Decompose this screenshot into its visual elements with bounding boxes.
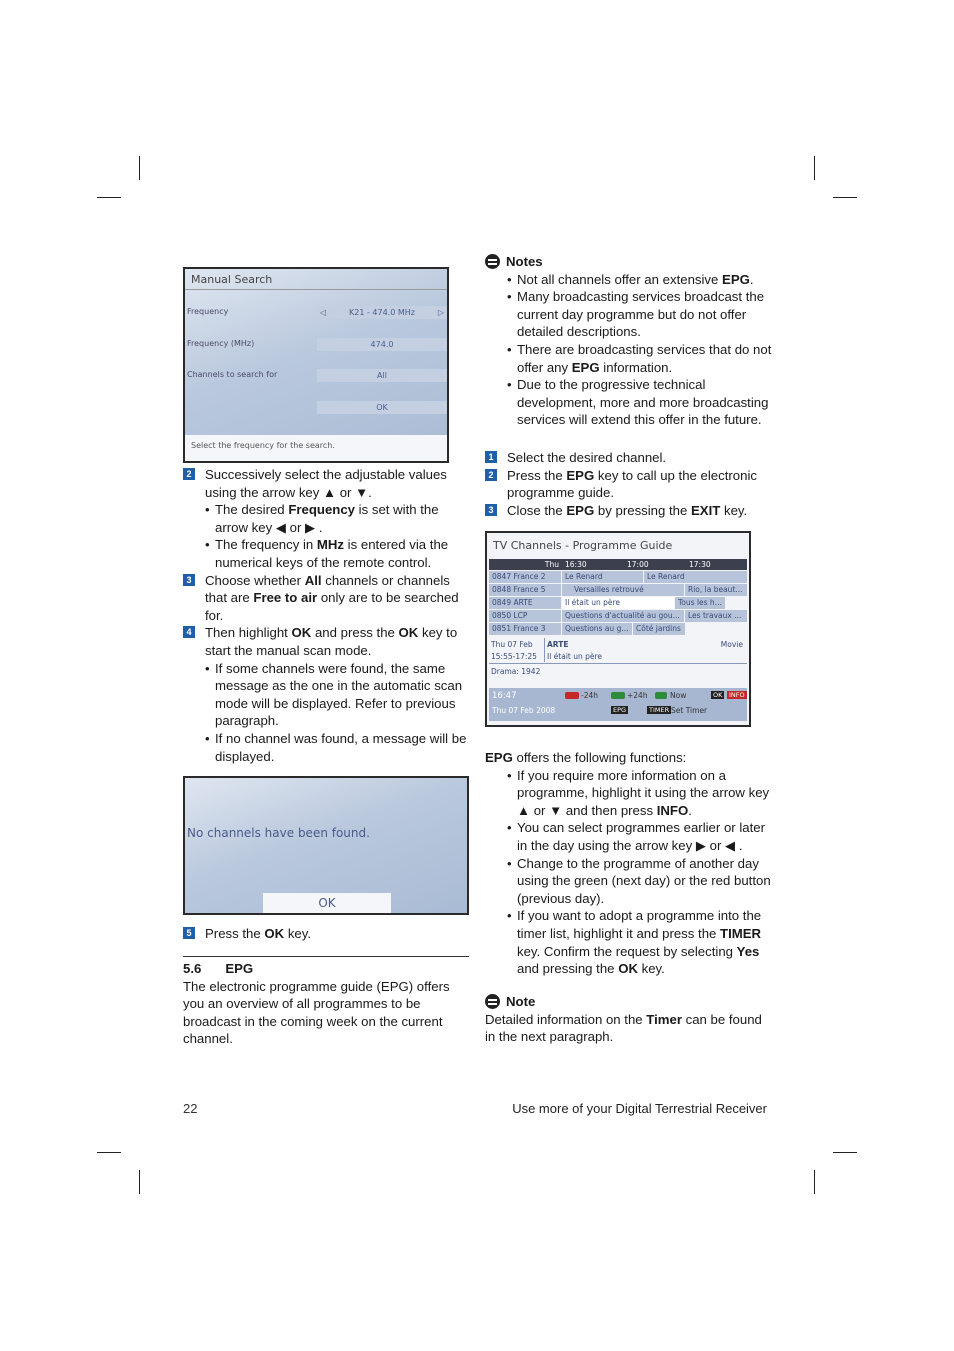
epg-screen bbox=[485, 531, 751, 727]
info-title: Il était un père bbox=[547, 652, 603, 661]
programme-cell: Rio, la beaut... bbox=[685, 584, 747, 596]
bullet: • Many broadcasting services broadcast the current day programme but do not offer detailed descriptions. bbox=[507, 288, 775, 341]
info-channel: ARTE bbox=[547, 640, 569, 649]
crop-mark bbox=[814, 1170, 815, 1194]
step-2: 2 Successively select the adjustable values using the arrow key ▲ or ▼. bbox=[183, 466, 473, 501]
footer-title: Use more of your Digital Terrestrial Receiver bbox=[512, 1101, 767, 1116]
note-icon bbox=[485, 994, 500, 1009]
page-number: 22 bbox=[183, 1101, 198, 1116]
section-heading: 5.6 EPG bbox=[183, 961, 254, 976]
screen-title: Manual Search bbox=[191, 273, 273, 286]
programme-cell: Questions d'actualité au gou... bbox=[562, 610, 684, 622]
step-number: 4 bbox=[183, 626, 195, 638]
info-date: Thu 07 Feb bbox=[491, 640, 533, 649]
section-divider bbox=[183, 956, 469, 957]
step-number: 2 bbox=[183, 468, 195, 480]
bullet: • Change to the programme of another day using the green (next day) or the red button (previous day). bbox=[507, 855, 775, 908]
note-block bbox=[485, 993, 775, 1046]
epg-footer: 16:47 Thu 07 Feb 2008 -24h +24h Now OK INFO EPG TIMER Set Timer bbox=[489, 688, 747, 721]
notes-block bbox=[485, 253, 775, 429]
row-label: Frequency (MHz) bbox=[187, 339, 255, 348]
note-icon bbox=[485, 254, 500, 269]
crop-mark bbox=[97, 197, 121, 198]
manual-search-screen bbox=[183, 267, 449, 463]
screen-title: TV Channels - Programme Guide bbox=[493, 539, 673, 552]
right-arrow-icon: ▷ bbox=[437, 308, 444, 317]
programme-cell: Les travaux ... bbox=[685, 610, 747, 622]
time-header: 17:00 bbox=[624, 559, 686, 570]
frequency-field: ◁ K21 - 474.0 MHz ▷ bbox=[317, 306, 447, 319]
left-arrow-icon: ◁ bbox=[320, 308, 327, 317]
crop-mark bbox=[139, 1170, 140, 1194]
info-key-icon: INFO bbox=[729, 691, 745, 699]
day-header: Thu bbox=[489, 559, 562, 570]
left-steps bbox=[183, 466, 473, 765]
clock: 16:47 bbox=[492, 691, 517, 701]
channel-cell: 0847 France 2 bbox=[489, 571, 561, 583]
red-button-icon bbox=[565, 692, 579, 699]
row-label: Frequency bbox=[187, 307, 229, 316]
bullet: • The desired Frequency is set with the arrow key ◀ or ▶ . bbox=[205, 501, 473, 536]
channel-cell: 0849 ARTE bbox=[489, 597, 561, 609]
info-time: 15:55-17:25 bbox=[491, 652, 537, 661]
step-number: 2 bbox=[485, 469, 497, 481]
crop-mark bbox=[814, 156, 815, 180]
crop-mark bbox=[833, 197, 857, 198]
right-steps bbox=[485, 449, 775, 519]
programme-cell: Questions au g... bbox=[562, 623, 632, 635]
time-header: 16:30 bbox=[562, 559, 624, 570]
epg-key-icon: EPG bbox=[613, 706, 627, 714]
programme-cell-selected: Il était un père bbox=[562, 597, 674, 609]
step-2: 2 Press the EPG key to call up the electronic programme guide. bbox=[485, 467, 775, 502]
programme-cell: Tous les h... bbox=[675, 597, 725, 609]
section-epg bbox=[183, 960, 469, 1048]
now-icon bbox=[655, 692, 667, 699]
note-heading: Note bbox=[485, 993, 775, 1011]
no-channels-message: No channels have been found. bbox=[187, 826, 370, 840]
channel-cell: 0851 France 3 bbox=[489, 623, 561, 635]
time-header: 17:30 bbox=[686, 559, 747, 570]
info-genre: Movie bbox=[720, 640, 743, 649]
timer-key-icon: TIMER bbox=[649, 706, 670, 714]
step-3: 3 Choose whether All channels or channels that are Free to air only are to be searched for. bbox=[183, 572, 473, 625]
channel-cell: 0850 LCP bbox=[489, 610, 561, 622]
crop-mark bbox=[833, 1152, 857, 1153]
bullet: • If you want to adopt a programme into the timer list, highlight it and press the TIMER key. Confirm the request by selecting Yes and pressing the OK key. bbox=[507, 907, 775, 977]
info-desc: Drama: 1942 bbox=[491, 667, 541, 676]
hint-text: Select the frequency for the search. bbox=[185, 435, 447, 461]
mhz-field: 474.0 bbox=[317, 338, 447, 351]
bullet: • If you require more information on a programme, highlight it using the arrow key ▲ or ▼ and then press INFO. bbox=[507, 767, 775, 820]
ok-key-icon: OK bbox=[713, 691, 723, 699]
programme-cell: Côté jardins bbox=[633, 623, 685, 635]
ok-button: OK bbox=[263, 893, 391, 913]
channels-field: All bbox=[317, 369, 447, 382]
programme-cell: Versailles retrouvé bbox=[562, 584, 684, 596]
step-number: 1 bbox=[485, 451, 497, 463]
no-channels-screen bbox=[183, 776, 469, 915]
section-body: The electronic programme guide (EPG) offers you an overview of all programmes to be broadcast in the coming week on the current channel. bbox=[183, 978, 450, 1047]
notes-heading: Notes bbox=[485, 253, 775, 271]
note-body: Detailed information on the Timer can be found in the next paragraph. bbox=[485, 1011, 762, 1045]
bullet: • If some channels were found, the same message as the one in the automatic scan mode will be displayed. Refer to previous paragraph. bbox=[205, 660, 473, 730]
epg-functions bbox=[485, 749, 775, 978]
step-5: 5 Press the OK key. bbox=[183, 925, 473, 943]
crop-mark bbox=[139, 156, 140, 180]
channel-cell: 0848 France 5 bbox=[489, 584, 561, 596]
programme-cell: Le Renard bbox=[562, 571, 643, 583]
step-3: 3 Close the EPG by pressing the EXIT key. bbox=[485, 502, 775, 520]
green-button-icon bbox=[611, 692, 625, 699]
step-number: 5 bbox=[183, 927, 195, 939]
bullet: • Due to the progressive technical development, more and more broadcasting services will extend this offer in the future. bbox=[507, 376, 775, 429]
ok-field: OK bbox=[317, 401, 447, 414]
step-number: 3 bbox=[183, 574, 195, 586]
bullet: • The frequency in MHz is entered via the numerical keys of the remote control. bbox=[205, 536, 473, 571]
bullet: • You can select programmes earlier or later in the day using the arrow key ▶ or ◀ . bbox=[507, 819, 775, 854]
functions-intro: EPG offers the following functions: bbox=[485, 750, 687, 765]
step-4: 4 Then highlight OK and press the OK key to start the manual scan mode. bbox=[183, 624, 473, 659]
crop-mark bbox=[97, 1152, 121, 1153]
row-label: Channels to search for bbox=[187, 370, 278, 379]
bullet: • If no channel was found, a message will be displayed. bbox=[205, 730, 473, 765]
footer-date: Thu 07 Feb 2008 bbox=[492, 706, 556, 715]
step-1: 1 Select the desired channel. bbox=[485, 449, 775, 467]
bullet: • Not all channels offer an extensive EPG. bbox=[507, 271, 775, 289]
programme-cell: Le Renard bbox=[644, 571, 747, 583]
bullet: • There are broadcasting services that do not offer any EPG information. bbox=[507, 341, 775, 376]
step-number: 3 bbox=[485, 504, 497, 516]
